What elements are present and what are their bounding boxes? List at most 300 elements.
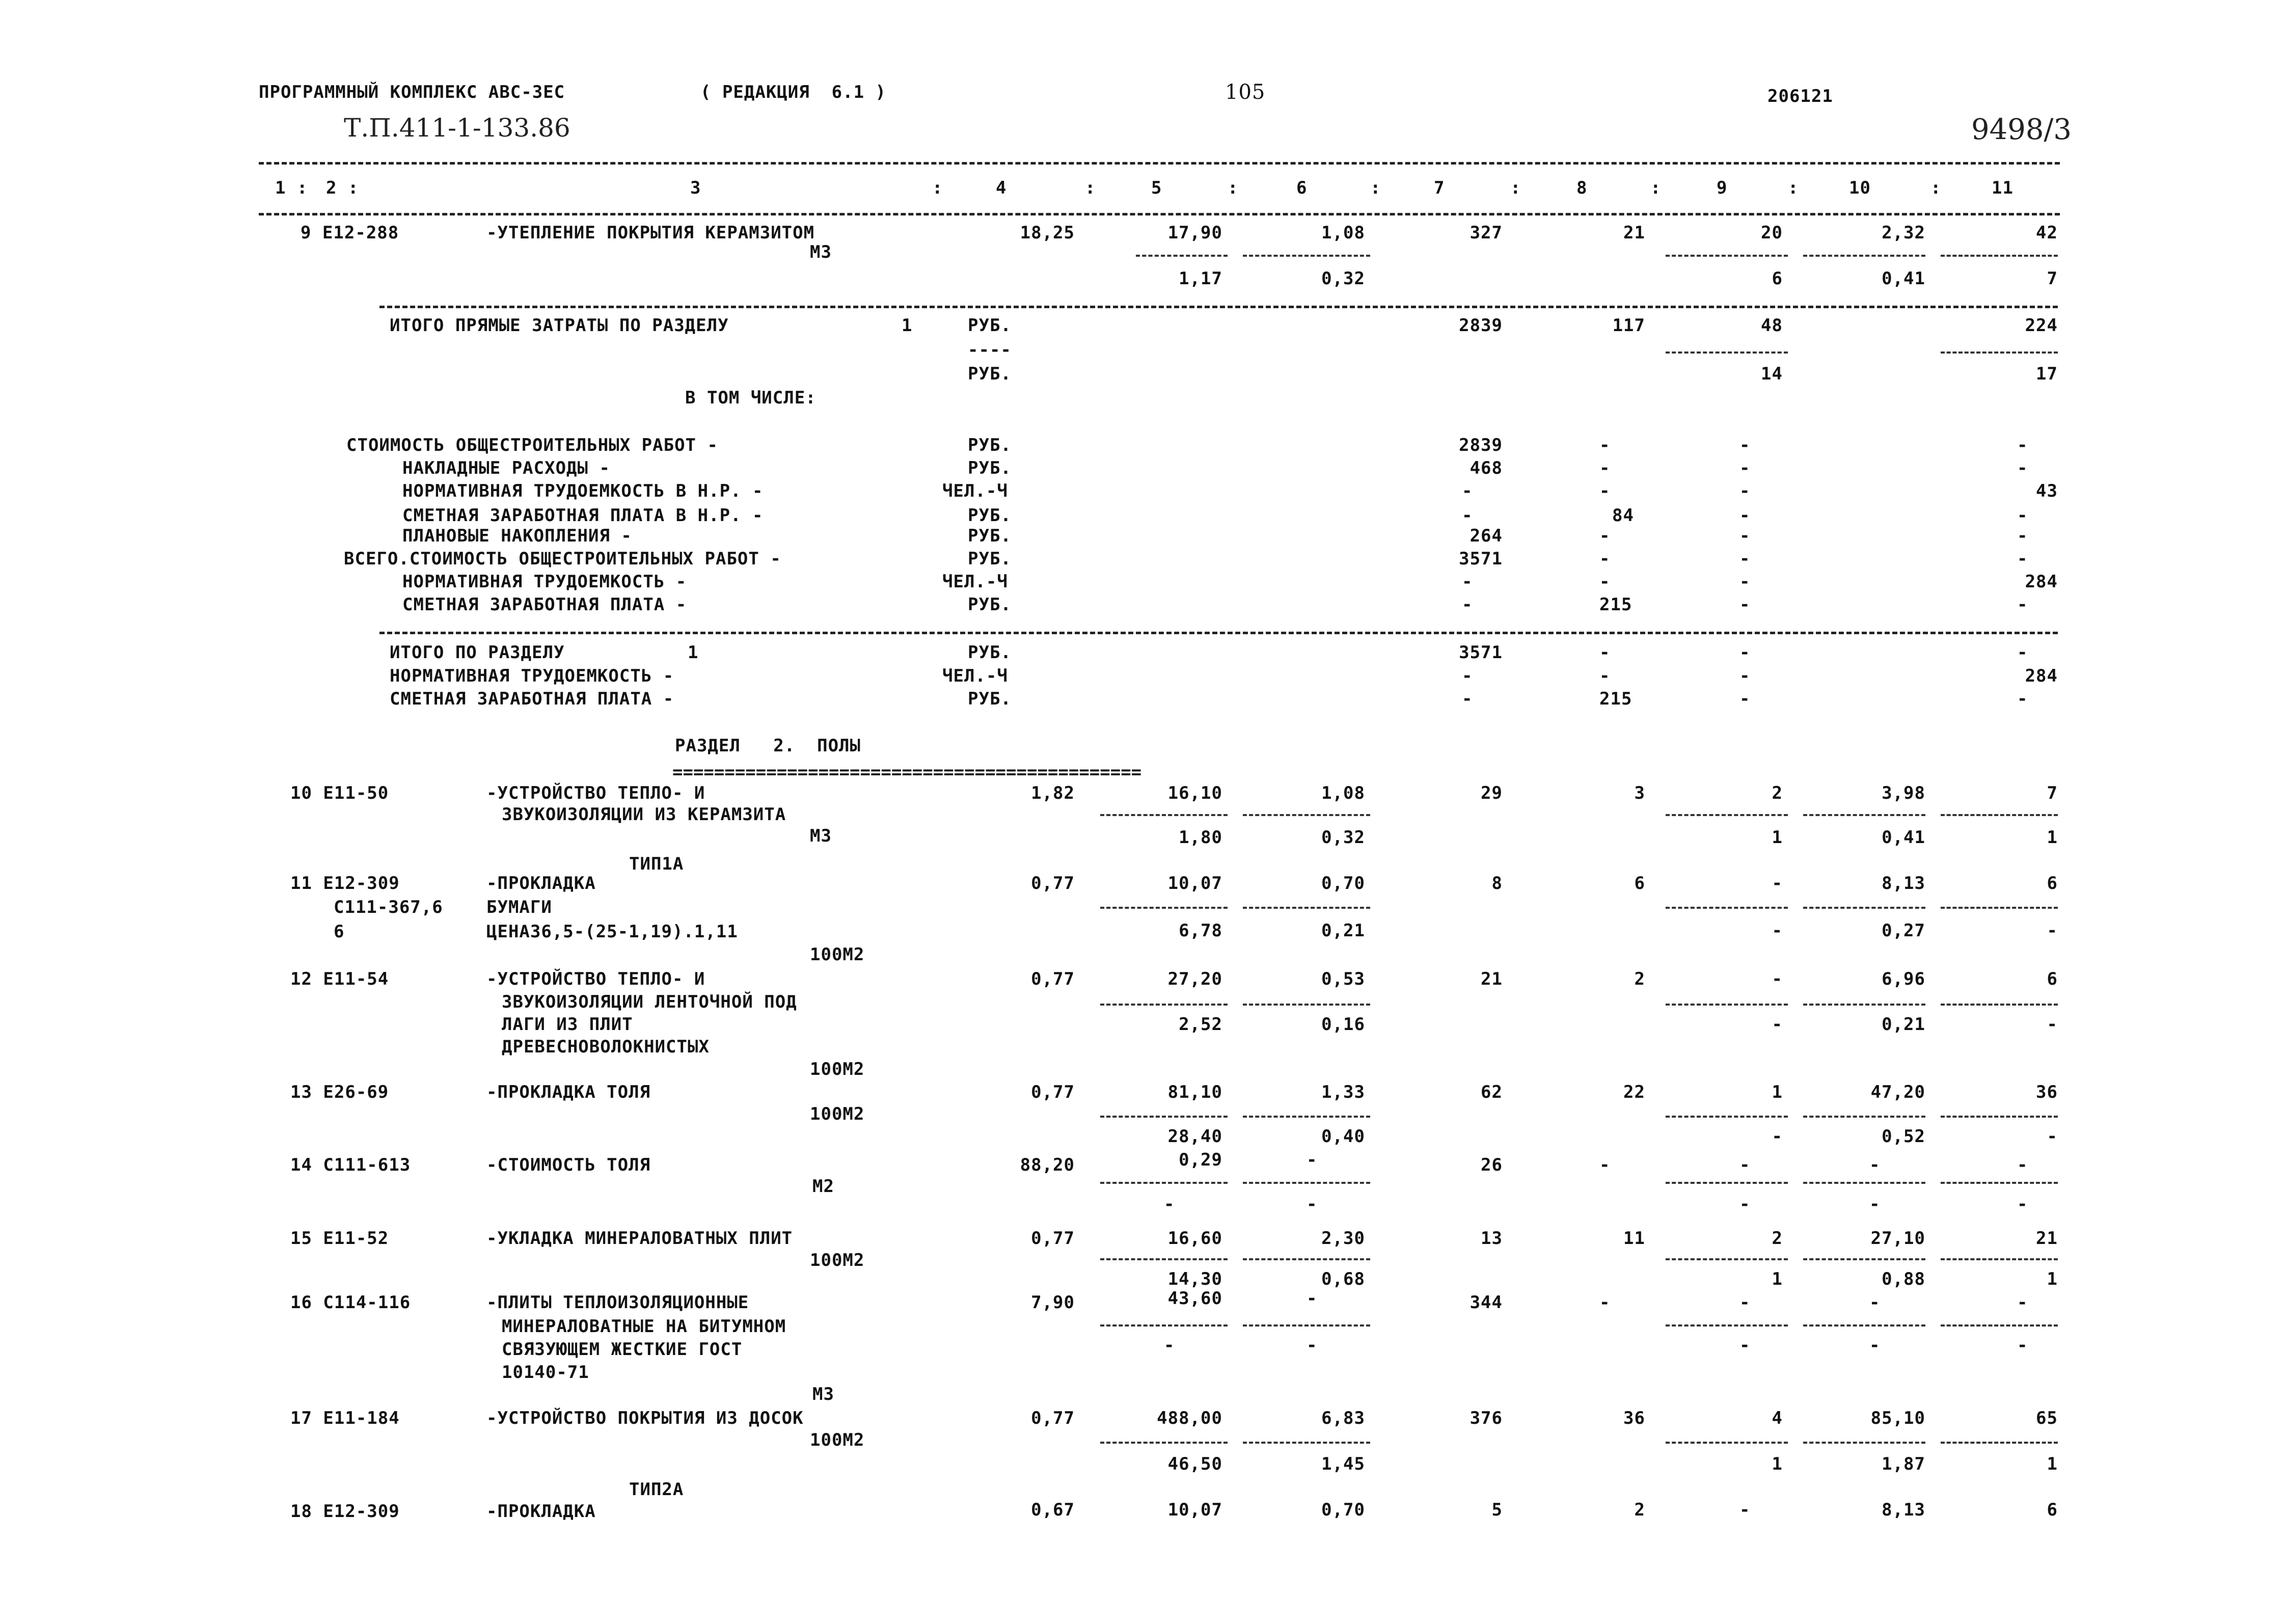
col-sep-4: : [1085, 178, 1096, 198]
row15-c11b: 1 [2047, 1269, 2058, 1289]
row17-c6b: 1,45 [1321, 1454, 1365, 1474]
row16-sub-c11 [1941, 1324, 2058, 1327]
program-name: ПРОГРАММНЫЙ КОМПЛЕКС АВС-ЗЕС [259, 82, 565, 102]
sum6-c8: - [1599, 549, 1611, 569]
sum3-c9: - [1739, 481, 1751, 501]
row14-c6b: - [1307, 1194, 1318, 1214]
row17-c6: 6,83 [1321, 1408, 1365, 1428]
row12-c7: 21 [1481, 969, 1503, 989]
row17-sub-c10 [1803, 1442, 1925, 1444]
row15-sub-c11 [1941, 1258, 2058, 1260]
row10-c5: 16,10 [1167, 783, 1222, 803]
row10-sub-c6 [1243, 814, 1370, 816]
row12-c5: 27,20 [1167, 969, 1222, 989]
row10-c4: 1,82 [1031, 783, 1075, 803]
total2-label: ИТОГО ПО РАЗДЕЛУ [390, 642, 565, 663]
row11-code3: 6 [334, 922, 345, 942]
col-4: 4 [996, 178, 1007, 198]
row17-c11: 65 [2036, 1408, 2058, 1428]
sum5-label: ПЛАНОВЫЕ НАКОПЛЕНИЯ - [402, 526, 632, 546]
row11-c6: 0,70 [1321, 873, 1365, 894]
row11-c5b: 6,78 [1179, 921, 1222, 941]
col-2: 2 : [326, 178, 359, 198]
row16-c11: - [2017, 1292, 2028, 1313]
row12-c9b: - [1772, 1014, 1783, 1035]
row16-c5: 43,60 [1167, 1288, 1222, 1309]
total1-sub-c9 [1666, 351, 1788, 354]
sum6-c9: - [1739, 549, 1751, 569]
col-5: 5 [1151, 178, 1162, 198]
sum4-unit: РУБ. [968, 505, 1012, 526]
row12-c4: 0,77 [1031, 969, 1075, 989]
row10-code: 10 Е11-50 [290, 783, 389, 803]
sum2-c7: 468 [1469, 458, 1503, 478]
sum7-c7: - [1462, 572, 1473, 592]
row10-c10: 3,98 [1882, 783, 1925, 803]
sum8-unit: РУБ. [968, 594, 1012, 615]
row18-desc1: -ПРОКЛАДКА [486, 1501, 596, 1522]
sum1-c11: - [2017, 435, 2028, 455]
total1-c7: 2839 [1459, 315, 1503, 336]
row11-sub-c5 [1100, 907, 1228, 909]
row12-sub-c11 [1941, 1004, 2058, 1006]
total1-c9: 48 [1761, 315, 1783, 336]
sum6-unit: РУБ. [968, 549, 1012, 569]
page-number: 105 [1225, 80, 1266, 104]
row9-code: 9 Е12-288 [301, 223, 399, 243]
sum7-c8: - [1599, 572, 1611, 592]
row12-sub-c10 [1803, 1004, 1925, 1006]
section2-heading: РАЗДЕЛ 2. ПОЛЫ [675, 736, 861, 756]
sum7-label: НОРМАТИВНАЯ ТРУДОЕМКОСТЬ - [402, 572, 687, 592]
row15-c10b: 0,88 [1882, 1269, 1925, 1289]
row10-c6b: 0,32 [1321, 827, 1365, 848]
row15-c9: 2 [1772, 1228, 1783, 1249]
total2-section: 1 [688, 642, 699, 663]
row17-c7: 376 [1469, 1408, 1503, 1428]
total4-c8: 215 [1599, 689, 1632, 709]
sum3-c7: - [1462, 481, 1473, 501]
row14-c9b: - [1739, 1194, 1751, 1214]
row17-c9b: 1 [1772, 1454, 1783, 1474]
row11-desc1: -ПРОКЛАДКА [486, 873, 596, 894]
row13-desc1: -ПРОКЛАДКА ТОЛЯ [486, 1082, 651, 1102]
total1-c8: 117 [1612, 315, 1645, 336]
sum6-c11: - [2017, 549, 2028, 569]
row17-c11b: 1 [2047, 1454, 2058, 1474]
row10-desc2: ЗВУКОИЗОЛЯЦИИ ИЗ КЕРАМЗИТА [502, 804, 786, 825]
row18-c5: 10,07 [1167, 1500, 1222, 1520]
row18-c8: 2 [1634, 1500, 1645, 1520]
row11-c9: - [1772, 873, 1783, 894]
row9-c7: 327 [1469, 223, 1503, 243]
type-2a-label: ТИП2А [629, 1479, 684, 1500]
row17-code: 17 Е11-184 [290, 1408, 400, 1428]
row16-c6: - [1307, 1288, 1318, 1309]
row18-c11: 6 [2047, 1500, 2058, 1520]
total4-c9: - [1739, 689, 1751, 709]
row14-c8: - [1599, 1155, 1611, 1175]
row13-c6: 1,33 [1321, 1082, 1365, 1102]
row10-c8: 3 [1634, 783, 1645, 803]
row11-desc3: ЦЕНА36,5-(25-1,19).1,11 [486, 922, 738, 942]
sum2-c9: - [1739, 458, 1751, 478]
row11-code2: С111-367,6 [334, 897, 443, 917]
col-11: 11 [1992, 178, 2013, 198]
row17-sub-c6 [1243, 1442, 1370, 1444]
row13-c9b: - [1772, 1126, 1783, 1147]
row9-c11b: 7 [2047, 268, 2058, 289]
row15-unit: 100М2 [810, 1250, 865, 1270]
row11-sub-c9 [1666, 907, 1788, 909]
row16-c5b: - [1164, 1335, 1175, 1356]
sum5-c8: - [1599, 526, 1611, 546]
row9-sub-c10 [1803, 255, 1925, 257]
row15-c5b: 14,30 [1167, 1269, 1222, 1289]
sum3-c8: - [1599, 481, 1611, 501]
row12-desc4: ДРЕВЕСНОВОЛОКНИСТЫХ [502, 1037, 710, 1057]
section2-underline: ============================================= [672, 762, 1142, 782]
sum7-c9: - [1739, 572, 1751, 592]
row16-c10: - [1869, 1292, 1881, 1313]
row16-c6b: - [1307, 1335, 1318, 1356]
row13-c5: 81,10 [1167, 1082, 1222, 1102]
col-sep-5: : [1228, 178, 1239, 198]
sum8-c11: - [2017, 594, 2028, 615]
row9-unit: М3 [810, 242, 832, 262]
row18-c4: 0,67 [1031, 1500, 1075, 1520]
row11-c9b: - [1772, 921, 1783, 941]
row17-c9: 4 [1772, 1408, 1783, 1428]
row9-sub-c9 [1666, 255, 1788, 257]
row16-c9b: - [1739, 1335, 1751, 1356]
row13-c4: 0,77 [1031, 1082, 1075, 1102]
col-10: 10 [1849, 178, 1871, 198]
row13-c6b: 0,40 [1321, 1126, 1365, 1147]
total2-c9: - [1739, 642, 1751, 663]
sum2-c8: - [1599, 458, 1611, 478]
total3-c8: - [1599, 666, 1611, 686]
total1-unit2: РУБ. [968, 364, 1012, 384]
rule-total2 [379, 632, 2058, 634]
row11-desc2: БУМАГИ [486, 897, 552, 917]
row9-sub-c6 [1243, 255, 1370, 257]
row15-sub-c6 [1243, 1258, 1370, 1260]
row10-c11b: 1 [2047, 827, 2058, 848]
row16-unit: М3 [812, 1384, 834, 1404]
row17-sub-c5 [1100, 1442, 1228, 1444]
sum2-c11: - [2017, 458, 2028, 478]
row15-c4: 0,77 [1031, 1228, 1075, 1249]
row11-unit: 100М2 [810, 944, 865, 965]
row15-c7: 13 [1481, 1228, 1503, 1249]
row12-c8: 2 [1634, 969, 1645, 989]
row12-desc2: ЗВУКОИЗОЛЯЦИИ ЛЕНТОЧНОЙ ПОД [502, 992, 797, 1012]
row13-sub-c9 [1666, 1116, 1788, 1118]
row12-sub-c5 [1100, 1004, 1228, 1006]
including-heading: В ТОМ ЧИСЛЕ: [685, 388, 817, 408]
row9-c4: 18,25 [1020, 223, 1075, 243]
row13-sub-c5 [1100, 1116, 1228, 1118]
rule-total1 [379, 306, 2058, 308]
total3-c9: - [1739, 666, 1751, 686]
row12-c5b: 2,52 [1179, 1014, 1222, 1035]
row17-c4: 0,77 [1031, 1408, 1075, 1428]
project-number: Т.П.411-1-133.86 [344, 113, 570, 143]
row10-sub-c10 [1803, 814, 1925, 816]
row16-c4: 7,90 [1031, 1292, 1075, 1313]
row13-c5b: 28,40 [1167, 1126, 1222, 1147]
row13-c10b: 0,52 [1882, 1126, 1925, 1147]
sum5-c11: - [2017, 526, 2028, 546]
row16-c11b: - [2017, 1335, 2028, 1356]
row12-desc3: ЛАГИ ИЗ ПЛИТ [502, 1014, 633, 1035]
row16-desc1: -ПЛИТЫ ТЕПЛОИЗОЛЯЦИОННЫЕ [486, 1292, 749, 1313]
sum5-c7: 264 [1469, 526, 1503, 546]
row17-c5: 488,00 [1157, 1408, 1222, 1428]
total4-c11: - [2017, 689, 2028, 709]
row14-desc1: -СТОИМОСТЬ ТОЛЯ [486, 1155, 651, 1175]
total1-c9b: 14 [1761, 364, 1783, 384]
row12-sub-c6 [1243, 1004, 1370, 1006]
total1-dash: ---- [968, 340, 1012, 360]
row9-c8: 21 [1623, 223, 1645, 243]
total3-label: НОРМАТИВНАЯ ТРУДОЕМКОСТЬ - [390, 666, 674, 686]
row12-c6b: 0,16 [1321, 1014, 1365, 1035]
row15-c10: 27,10 [1870, 1228, 1925, 1249]
sum7-c11: 284 [2025, 572, 2058, 592]
row16-desc2: МИНЕРАЛОВАТНЫЕ НА БИТУМНОМ [502, 1316, 786, 1337]
row15-c8: 11 [1623, 1228, 1645, 1249]
row10-c10b: 0,41 [1882, 827, 1925, 848]
row15-c6b: 0,68 [1321, 1269, 1365, 1289]
total4-label: СМЕТНАЯ ЗАРАБОТНАЯ ПЛАТА - [390, 689, 674, 709]
document-code: 206121 [1767, 86, 1833, 106]
sum1-c7: 2839 [1459, 435, 1503, 455]
sum4-label: СМЕТНАЯ ЗАРАБОТНАЯ ПЛАТА В Н.Р. - [402, 505, 764, 526]
row16-c7: 344 [1469, 1292, 1503, 1313]
row14-sub-c10 [1803, 1182, 1925, 1184]
row15-c5: 16,60 [1167, 1228, 1222, 1249]
row13-c11b: - [2047, 1126, 2058, 1147]
row9-c6: 1,08 [1321, 223, 1365, 243]
sum2-label: НАКЛАДНЫЕ РАСХОДЫ - [402, 458, 610, 478]
sum6-c7: 3571 [1459, 549, 1503, 569]
total3-c7: - [1462, 666, 1473, 686]
col-sep-3: : [932, 178, 943, 198]
sum8-label: СМЕТНАЯ ЗАРАБОТНАЯ ПЛАТА - [402, 594, 687, 615]
row12-unit: 100М2 [810, 1059, 865, 1079]
row13-c10: 47,20 [1870, 1082, 1925, 1102]
row18-c7: 5 [1491, 1500, 1503, 1520]
total3-c11: 284 [2025, 666, 2058, 686]
row17-c5b: 46,50 [1167, 1454, 1222, 1474]
row9-c5b: 1,17 [1179, 268, 1222, 289]
row14-c7: 26 [1481, 1155, 1503, 1175]
row14-sub-c9 [1666, 1182, 1788, 1184]
row11-c11b: - [2047, 921, 2058, 941]
row12-desc1: -УСТРОЙСТВО ТЕПЛО- И [486, 969, 705, 989]
row10-sub-c9 [1666, 814, 1788, 816]
sum7-unit: ЧЕЛ.-Ч [942, 572, 1008, 592]
row13-c7: 62 [1481, 1082, 1503, 1102]
col-sep-8: : [1650, 178, 1662, 198]
sum8-c7: - [1462, 594, 1473, 615]
col-sep-9: : [1788, 178, 1799, 198]
sheet-number: 9498/3 [1971, 113, 2072, 146]
row14-c4: 88,20 [1020, 1155, 1075, 1175]
row18-c6: 0,70 [1321, 1500, 1365, 1520]
row10-sub-c5 [1100, 814, 1228, 816]
col-1: 1 : [275, 178, 308, 198]
row13-sub-c6 [1243, 1116, 1370, 1118]
row9-c10b: 0,41 [1882, 268, 1925, 289]
sum4-c7: - [1462, 505, 1473, 526]
row13-unit: 100М2 [810, 1104, 865, 1124]
type-1a-label: ТИП1А [629, 854, 684, 874]
col-8: 8 [1576, 178, 1588, 198]
row14-c9: - [1739, 1155, 1751, 1175]
sum5-unit: РУБ. [968, 526, 1012, 546]
sum3-label: НОРМАТИВНАЯ ТРУДОЕМКОСТЬ В Н.Р. - [402, 481, 764, 501]
total1-section: 1 [902, 315, 913, 336]
row12-code: 12 Е11-54 [290, 969, 389, 989]
row10-unit: М3 [810, 826, 832, 846]
row12-c9: - [1772, 969, 1783, 989]
total1-sub-c11 [1941, 351, 2058, 354]
row13-sub-c10 [1803, 1116, 1925, 1118]
row14-c11: - [2017, 1155, 2028, 1175]
row15-c9b: 1 [1772, 1269, 1783, 1289]
row9-sub-c11 [1941, 255, 2058, 257]
row10-sub-c11 [1941, 814, 2058, 816]
total1-c11: 224 [2025, 315, 2058, 336]
sum1-unit: РУБ. [968, 435, 1012, 455]
col-6: 6 [1296, 178, 1308, 198]
sum8-c8: 215 [1599, 594, 1632, 615]
total2-c11: - [2017, 642, 2028, 663]
row16-code: 16 С114-116 [290, 1292, 411, 1313]
row9-c9: 20 [1761, 223, 1783, 243]
sum4-c11: - [2017, 505, 2028, 526]
rule-header [259, 213, 2060, 215]
row16-c8: - [1599, 1292, 1611, 1313]
row11-c7: 8 [1491, 873, 1503, 894]
row9-c10: 2,32 [1882, 223, 1925, 243]
row16-sub-c6 [1243, 1324, 1370, 1327]
row14-c6: - [1307, 1150, 1318, 1170]
row9-desc: -УТЕПЛЕНИЕ ПОКРЫТИЯ КЕРАМЗИТОМ [486, 223, 815, 243]
row14-sub-c11 [1941, 1182, 2058, 1184]
row9-c11: 42 [2036, 223, 2058, 243]
row16-sub-c10 [1803, 1324, 1925, 1327]
row12-sub-c9 [1666, 1004, 1788, 1006]
sum8-c9: - [1739, 594, 1751, 615]
row15-sub-c5 [1100, 1258, 1228, 1260]
sum6-label: ВСЕГО.СТОИМОСТЬ ОБЩЕСТРОИТЕЛЬНЫХ РАБОТ - [344, 549, 781, 569]
total2-c8: - [1599, 642, 1611, 663]
row11-c10b: 0,27 [1882, 921, 1925, 941]
sum1-c9: - [1739, 435, 1751, 455]
row17-c10b: 1,87 [1882, 1454, 1925, 1474]
total4-c7: - [1462, 689, 1473, 709]
row16-desc3: СВЯЗУЮЩЕМ ЖЕСТКИЕ ГОСТ [502, 1339, 743, 1360]
row12-c10b: 0,21 [1882, 1014, 1925, 1035]
row17-c10: 85,10 [1870, 1408, 1925, 1428]
col-7: 7 [1434, 178, 1445, 198]
row9-sub-c5 [1136, 255, 1228, 257]
row10-desc1: -УСТРОЙСТВО ТЕПЛО- И [486, 783, 705, 803]
row11-c4: 0,77 [1031, 873, 1075, 894]
row14-sub-c6 [1243, 1182, 1370, 1184]
sum3-unit: ЧЕЛ.-Ч [942, 481, 1008, 501]
row10-c6: 1,08 [1321, 783, 1365, 803]
row14-sub-c5 [1100, 1182, 1228, 1184]
row15-desc1: -УКЛАДКА МИНЕРАЛОВАТНЫХ ПЛИТ [486, 1228, 793, 1249]
total2-c7: 3571 [1459, 642, 1503, 663]
sum3-c11: 43 [2036, 481, 2058, 501]
rule-top [259, 162, 2060, 165]
row11-c8: 6 [1634, 873, 1645, 894]
sum4-c8: 84 [1612, 505, 1634, 526]
row15-sub-c10 [1803, 1258, 1925, 1260]
row17-desc1: -УСТРОЙСТВО ПОКРЫТИЯ ИЗ ДОСОК [486, 1408, 804, 1428]
row9-c9b: 6 [1772, 268, 1783, 289]
col-9: 9 [1717, 178, 1728, 198]
row11-c10: 8,13 [1882, 873, 1925, 894]
sum1-c8: - [1599, 435, 1611, 455]
row15-code: 15 Е11-52 [290, 1228, 389, 1249]
total1-unit: РУБ. [968, 315, 1012, 336]
row17-c8: 36 [1623, 1408, 1645, 1428]
sum4-c9: - [1739, 505, 1751, 526]
row11-sub-c6 [1243, 907, 1370, 909]
row14-c11b: - [2017, 1194, 2028, 1214]
row16-sub-c5 [1100, 1324, 1228, 1327]
row16-desc4: 10140-71 [502, 1362, 589, 1383]
total1-c11b: 17 [2036, 364, 2058, 384]
row17-unit: 100М2 [810, 1430, 865, 1450]
row15-c6: 2,30 [1321, 1228, 1365, 1249]
row13-sub-c11 [1941, 1116, 2058, 1118]
row13-code: 13 Е26-69 [290, 1082, 389, 1102]
row14-c10: - [1869, 1155, 1881, 1175]
total4-unit: РУБ. [968, 689, 1012, 709]
row9-c5: 17,90 [1167, 223, 1222, 243]
row16-c9: - [1739, 1292, 1751, 1313]
row14-c10b: - [1869, 1194, 1881, 1214]
row18-c10: 8,13 [1882, 1500, 1925, 1520]
row12-c11: 6 [2047, 969, 2058, 989]
col-3: 3 [690, 178, 701, 198]
row10-c9b: 1 [1772, 827, 1783, 848]
row13-c11: 36 [2036, 1082, 2058, 1102]
total3-unit: ЧЕЛ.-Ч [942, 666, 1008, 686]
row11-sub-c10 [1803, 907, 1925, 909]
row12-c10: 6,96 [1882, 969, 1925, 989]
row12-c11b: - [2047, 1014, 2058, 1035]
row10-c9: 2 [1772, 783, 1783, 803]
row9-c6b: 0,32 [1321, 268, 1365, 289]
row11-c11: 6 [2047, 873, 2058, 894]
total2-unit: РУБ. [968, 642, 1012, 663]
row10-c11: 7 [2047, 783, 2058, 803]
sum1-label: СТОИМОСТЬ ОБЩЕСТРОИТЕЛЬНЫХ РАБОТ - [346, 435, 718, 455]
row18-code: 18 Е12-309 [290, 1501, 400, 1522]
col-sep-7: : [1510, 178, 1521, 198]
sum2-unit: РУБ. [968, 458, 1012, 478]
row17-sub-c11 [1941, 1442, 2058, 1444]
